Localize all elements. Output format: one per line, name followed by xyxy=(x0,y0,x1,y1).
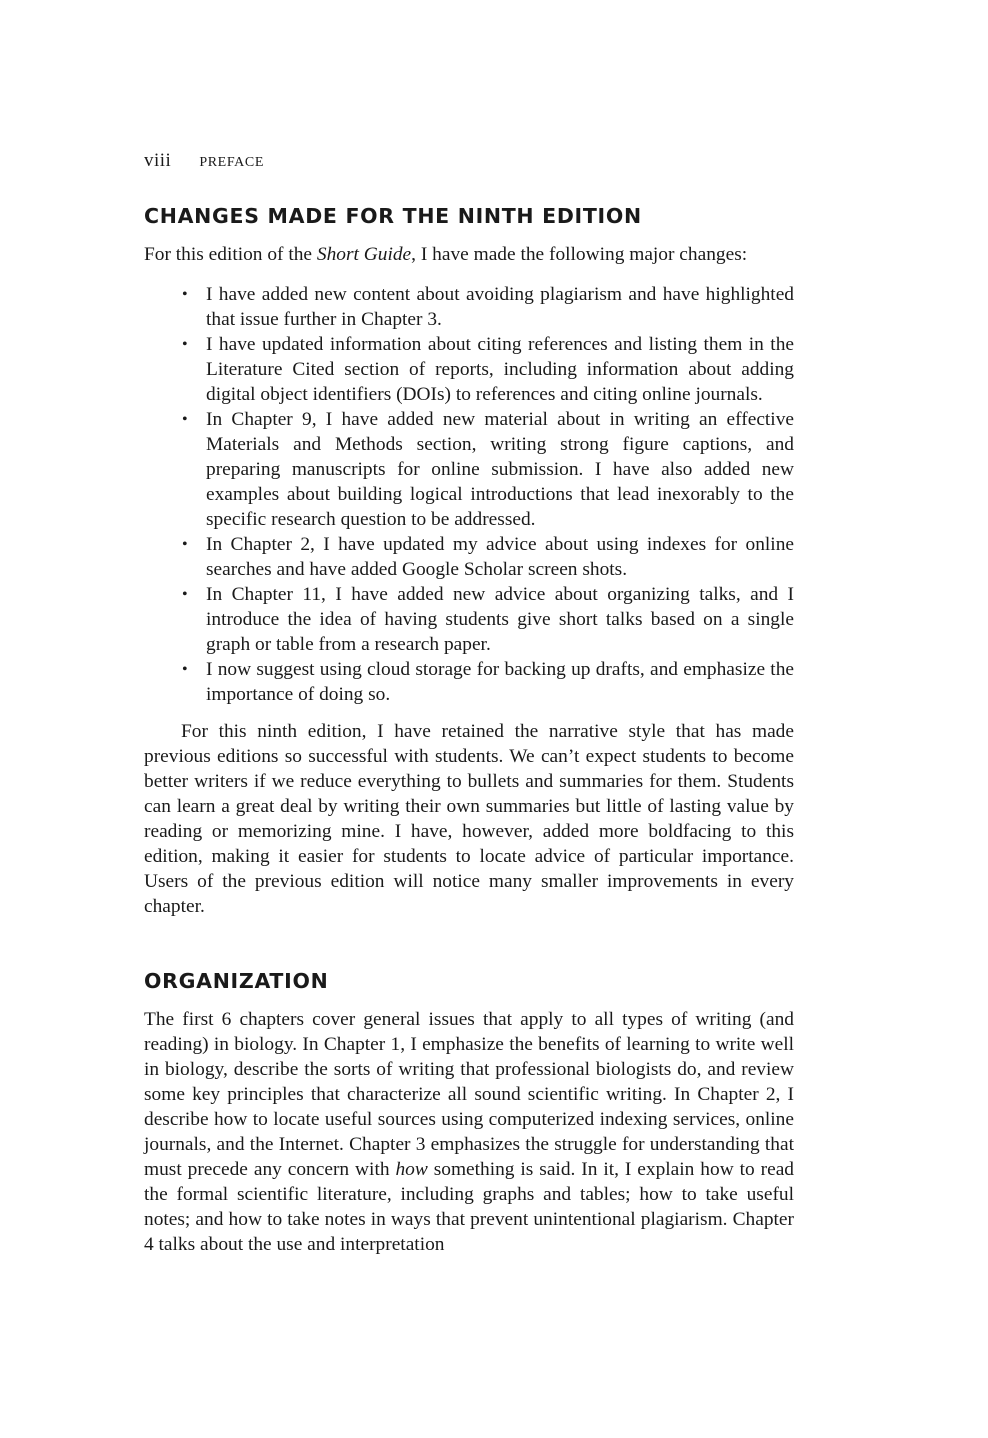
changes-list xyxy=(144,282,794,707)
organization-text-end: something is said. In it, I explain how to read the formal scientific literature, including graphs and tables; how to take useful notes; and how to take notes in ways that prevent unintentional plagiarism. Chapter 4 talks about the use and interpretation xyxy=(144,1159,794,1255)
bullet-icon: • xyxy=(182,336,188,353)
running-head xyxy=(144,150,794,176)
page-content xyxy=(144,150,794,1257)
intro-text-end: , I have made the following major changes: xyxy=(411,244,748,265)
running-title: PREFACE xyxy=(199,155,264,170)
list-item xyxy=(182,407,794,532)
organization-text-start: The first 6 chapters cover general issues that apply to all types of writing (and reading) in biology. In Chapter 1, I emphasize the benefits of learning to write well in biology, describe the sorts of writing that professional biologists do, and review some key principles that characterize all sound scientific writing. In Chapter 2, I describe how to locate useful sources using computerized indexing services, online journals, and the Internet. Chapter 3 emphasizes the struggle for understanding that must precede any concern with xyxy=(144,1009,794,1180)
list-item xyxy=(182,657,794,707)
list-item-text: I have added new content about avoiding plagiarism and have highlighted that issue further in Chapter 3. xyxy=(206,284,794,330)
bullet-icon: • xyxy=(182,536,188,553)
section-heading-changes: CHANGES MADE FOR THE NINTH EDITION xyxy=(144,204,642,228)
bullet-icon: • xyxy=(182,286,188,303)
bullet-icon: • xyxy=(182,411,188,428)
intro-text-start: For this edition of the xyxy=(144,244,317,265)
list-item-text: In Chapter 11, I have added new advice about organizing talks, and I introduce the idea of having students give short talks based on a single graph or table from a research paper. xyxy=(206,584,794,655)
list-item xyxy=(182,282,794,332)
page-number: viii xyxy=(144,150,172,171)
list-item-text: I have updated information about citing references and listing them in the Literature Cited section of reports, including information about adding digital object identifiers (DOIs) to references and citing online journals. xyxy=(206,334,794,405)
list-item xyxy=(182,332,794,407)
list-item-text: In Chapter 9, I have added new material about in writing an effective Materials and Methods section, writing strong figure captions, and preparing manuscripts for online submission. I have also added new examples about building logical introductions that lead inexorably to the specific research question to be addressed. xyxy=(206,409,794,530)
emphasis-how: how xyxy=(395,1159,428,1180)
organization-paragraph xyxy=(144,1007,794,1257)
list-item xyxy=(182,582,794,657)
narrative-style-paragraph: For this ninth edition, I have retained the narrative style that has made previous editions so successful with students. We can’t expect students to become better writers if we reduce everything to bullets and summaries for them. Students can learn a great deal by writing their own summaries but little of lasting value by reading or memorizing mine. I have, however, added more boldfacing to this edition, making it easier for students to locate advice of particular importance. Users of the previous edition will notice many smaller improvements in every chapter. xyxy=(144,721,794,917)
list-item-text: In Chapter 2, I have updated my advice about using indexes for online searches and have added Google Scholar screen shots. xyxy=(206,534,794,580)
bullet-icon: • xyxy=(182,586,188,603)
section-heading-organization: ORGANIZATION xyxy=(144,969,329,993)
list-item xyxy=(182,532,794,582)
book-title-italic: Short Guide xyxy=(316,244,412,265)
intro-paragraph xyxy=(144,242,794,267)
list-item-text: I now suggest using cloud storage for backing up drafts, and emphasize the importance of doing so. xyxy=(206,659,794,705)
bullet-icon: • xyxy=(182,661,188,678)
